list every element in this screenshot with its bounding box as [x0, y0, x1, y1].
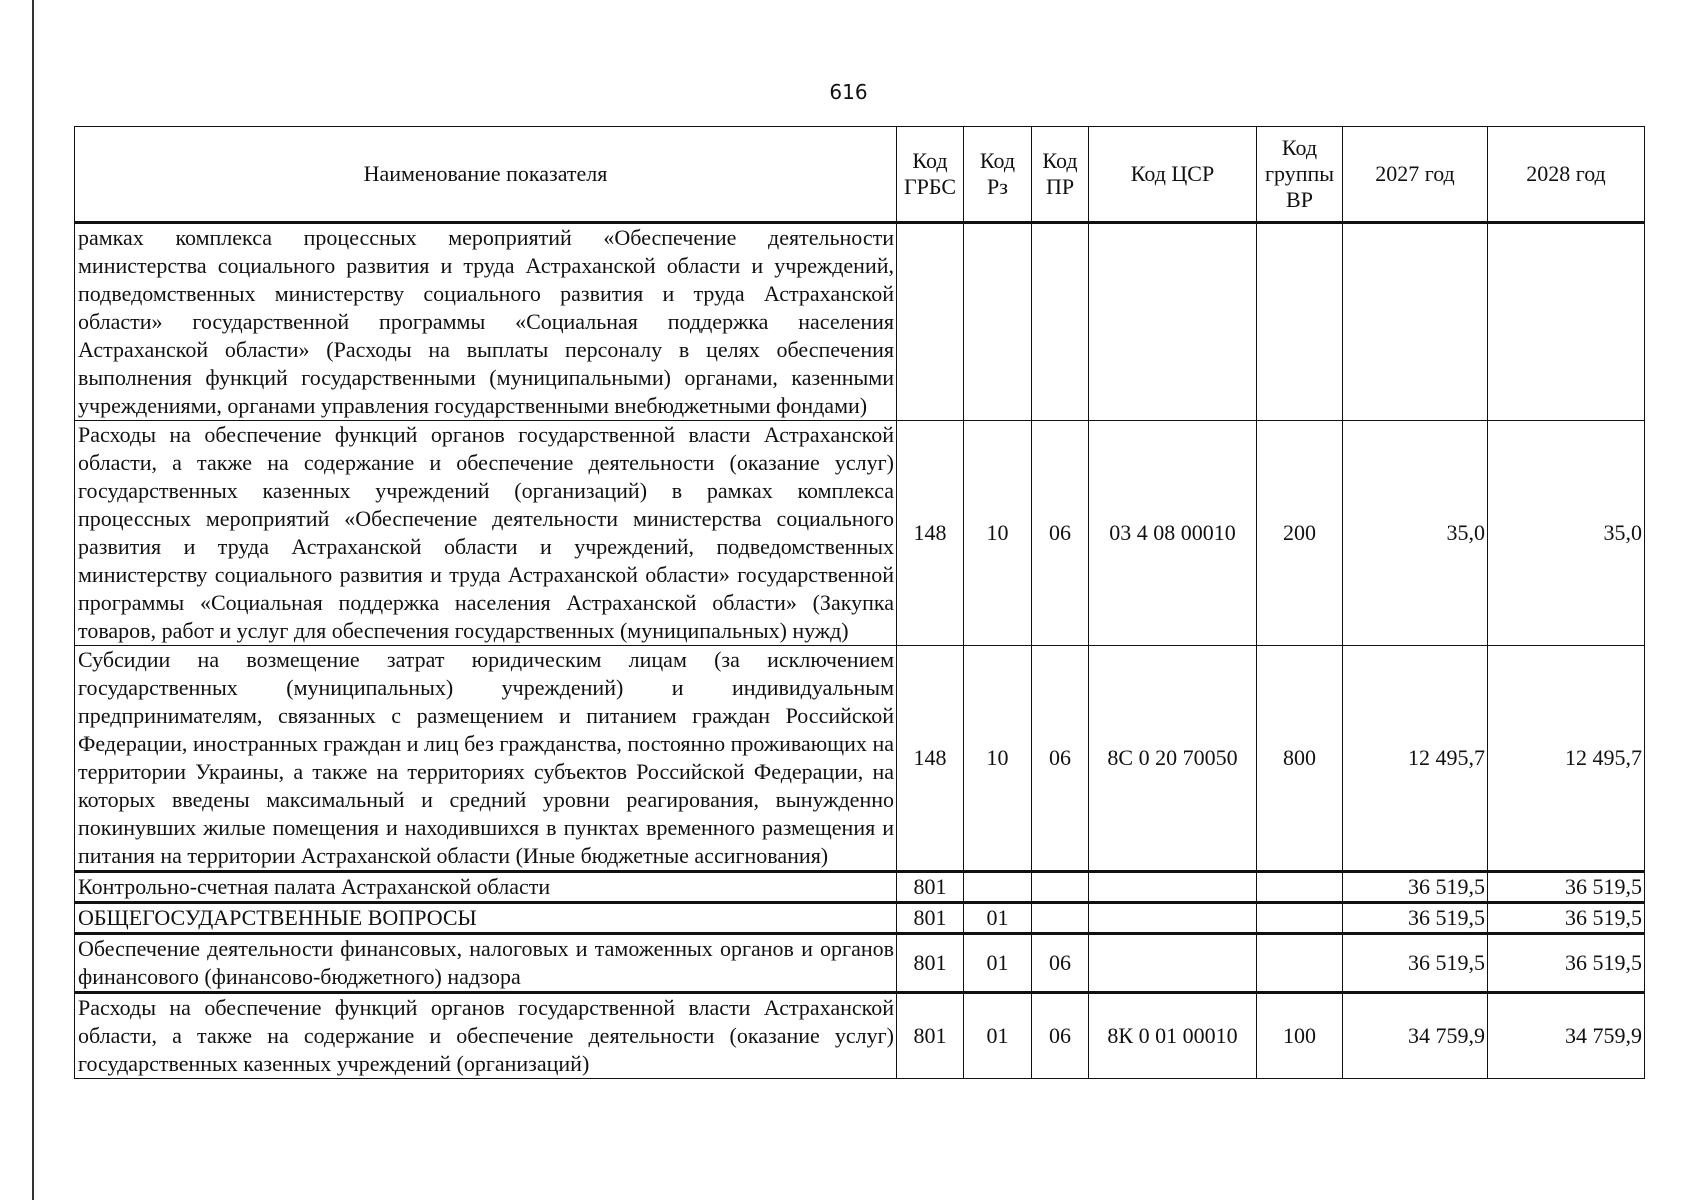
row-grbs: 801	[897, 872, 964, 903]
row-vr: 100	[1257, 993, 1343, 1079]
row-2028	[1488, 223, 1645, 421]
row-vr	[1257, 223, 1343, 421]
row-csr	[1089, 903, 1257, 934]
row-pr	[1032, 223, 1089, 421]
row-2028: 36 519,5	[1488, 903, 1645, 934]
page-number: 616	[829, 80, 868, 104]
row-2027: 35,0	[1343, 421, 1488, 646]
row-grbs: 801	[897, 993, 964, 1079]
row-name: рамках комплекса процессных мероприятий «Обеспечение деятельности министерства социального развития и труда Астраханской области и учреждений, подведомственных министерству социального развития и труда Астраханской области» государственной программы «Социальная поддержка населения Астраханской области» (Расходы на выплаты персоналу в целях обеспечения выполнения функций государственными (муниципальными) органами, казенными учреждениями, органами управления государственными внебюджетными фондами)	[75, 223, 897, 421]
row-name: Обеспечение деятельности финансовых, налоговых и таможенных органов и органов финансового (финансово-бюджетного) надзора	[75, 934, 897, 993]
row-2028: 12 495,7	[1488, 646, 1645, 872]
row-vr	[1257, 903, 1343, 934]
row-csr	[1089, 872, 1257, 903]
row-2027: 12 495,7	[1343, 646, 1488, 872]
row-2028: 36 519,5	[1488, 872, 1645, 903]
row-rz: 10	[964, 646, 1032, 872]
row-pr: 06	[1032, 421, 1089, 646]
row-vr	[1257, 872, 1343, 903]
row-csr	[1089, 223, 1257, 421]
row-pr: 06	[1032, 993, 1089, 1079]
header-grbs: Код ГРБС	[897, 127, 964, 223]
row-2027: 34 759,9	[1343, 993, 1488, 1079]
table-row	[75, 223, 1645, 421]
row-2028: 34 759,9	[1488, 993, 1645, 1079]
row-2028: 35,0	[1488, 421, 1645, 646]
row-name: Контрольно-счетная палата Астраханской области	[75, 872, 897, 903]
row-csr: 03 4 08 00010	[1089, 421, 1257, 646]
header-2027: 2027 год	[1343, 127, 1488, 223]
row-rz: 01	[964, 934, 1032, 993]
row-grbs: 801	[897, 934, 964, 993]
table-row	[75, 646, 1645, 872]
row-2027	[1343, 223, 1488, 421]
row-csr	[1089, 934, 1257, 993]
row-name: ОБЩЕГОСУДАРСТВЕННЫЕ ВОПРОСЫ	[75, 903, 897, 934]
header-csr: Код ЦСР	[1089, 127, 1257, 223]
row-pr	[1032, 903, 1089, 934]
row-csr: 8С 0 20 70050	[1089, 646, 1257, 872]
table-row	[75, 421, 1645, 646]
table-row	[75, 872, 1645, 903]
header-2028: 2028 год	[1488, 127, 1645, 223]
row-rz	[964, 223, 1032, 421]
row-vr: 200	[1257, 421, 1343, 646]
row-grbs: 148	[897, 421, 964, 646]
row-2027: 36 519,5	[1343, 934, 1488, 993]
row-pr: 06	[1032, 646, 1089, 872]
row-2027: 36 519,5	[1343, 903, 1488, 934]
left-margin-line	[32, 0, 34, 1200]
row-grbs: 148	[897, 646, 964, 872]
row-2028: 36 519,5	[1488, 934, 1645, 993]
table-row	[75, 993, 1645, 1079]
header-name: Наименование показателя	[75, 127, 897, 223]
row-rz: 10	[964, 421, 1032, 646]
row-rz: 01	[964, 903, 1032, 934]
row-pr	[1032, 872, 1089, 903]
row-name: Субсидии на возмещение затрат юридическим лицам (за исключением государственных (муниципальных) учреждений) и индивидуальным предпринимателям, связанных с размещением и питанием граждан Российской Федерации, иностранных граждан и лиц без гражданства, постоянно проживающих на территории Украины, а также на территориях субъектов Российской Федерации, на которых введены максимальный и средний уровни реагирования, вынужденно покинувших жилые помещения и находившихся в пунктах временного размещения и питания на территории Астраханской области (Иные бюджетные ассигнования)	[75, 646, 897, 872]
row-rz: 01	[964, 993, 1032, 1079]
row-name: Расходы на обеспечение функций органов государственной власти Астраханской области, а также на содержание и обеспечение деятельности (оказание услуг) государственных казенных учреждений (организаций)	[75, 993, 897, 1079]
budget-table	[74, 126, 1645, 1079]
row-rz	[964, 872, 1032, 903]
header-vr: Код группы ВР	[1257, 127, 1343, 223]
table-row	[75, 934, 1645, 993]
row-grbs: 801	[897, 903, 964, 934]
row-grbs	[897, 223, 964, 421]
header-pr: Код ПР	[1032, 127, 1089, 223]
table-header-row	[75, 127, 1645, 223]
row-pr: 06	[1032, 934, 1089, 993]
row-vr	[1257, 934, 1343, 993]
header-rz: Код Рз	[964, 127, 1032, 223]
row-vr: 800	[1257, 646, 1343, 872]
row-2027: 36 519,5	[1343, 872, 1488, 903]
row-name: Расходы на обеспечение функций органов государственной власти Астраханской области, а также на содержание и обеспечение деятельности (оказание услуг) государственных казенных учреждений (организаций) в рамках комплекса процессных мероприятий «Обеспечение деятельности министерства социального развития и труда Астраханской области и учреждений, подведомственных министерству социального развития и труда Астраханской области» государственной программы «Социальная поддержка населения Астраханской области» (Закупка товаров, работ и услуг для обеспечения государственных (муниципальных) нужд)	[75, 421, 897, 646]
table-row	[75, 903, 1645, 934]
row-csr: 8К 0 01 00010	[1089, 993, 1257, 1079]
